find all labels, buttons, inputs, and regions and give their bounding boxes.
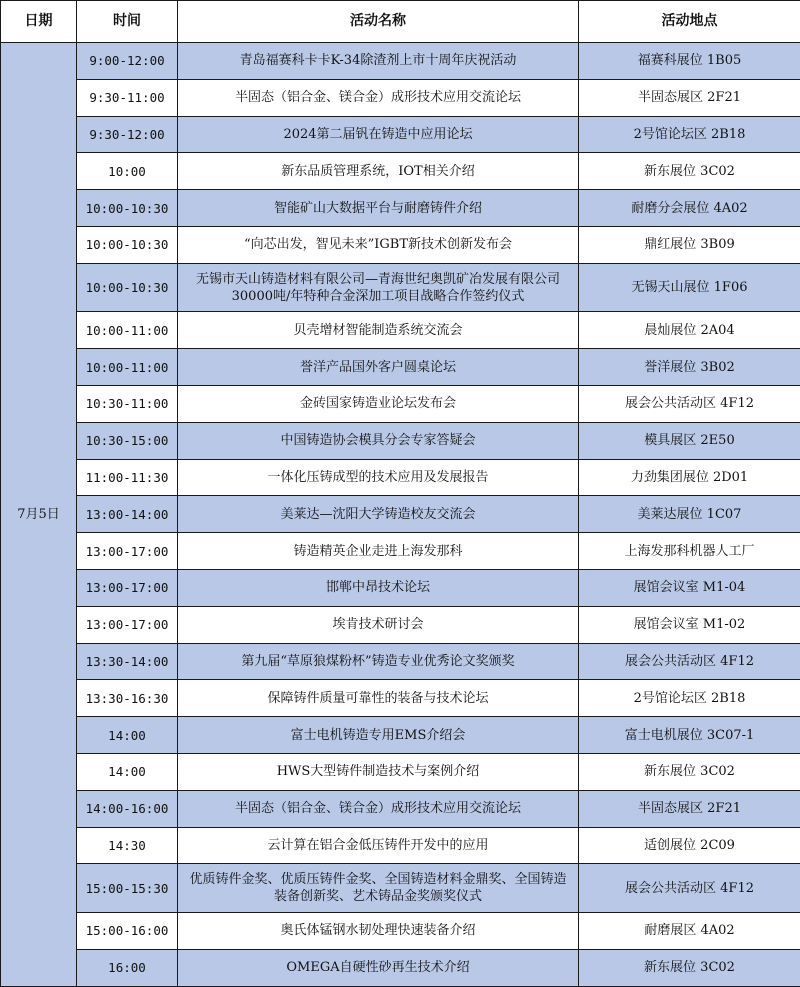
location-cell: 誉洋展位 3B02	[579, 349, 800, 386]
activity-name-cell: 一体化压铸成型的技术应用及发展报告	[178, 459, 579, 496]
time-cell: 11:00-11:30	[77, 459, 178, 496]
location-cell: 富士电机展位 3C07-1	[579, 717, 800, 754]
time-cell: 15:00-15:30	[77, 864, 178, 913]
time-cell: 10:00-11:00	[77, 312, 178, 349]
time-cell: 13:00-17:00	[77, 606, 178, 643]
location-cell: 模具展区 2E50	[579, 422, 800, 459]
location-cell: 鼎红展位 3B09	[579, 226, 800, 263]
activity-name-cell: 富士电机铸造专用EMS介绍会	[178, 717, 579, 754]
time-cell: 13:30-14:00	[77, 643, 178, 680]
time-cell: 13:00-14:00	[77, 496, 178, 533]
table-row	[1, 422, 800, 459]
location-cell: 展会公共活动区 4F12	[579, 385, 800, 422]
activity-name-cell: 智能矿山大数据平台与耐磨铸件介绍	[178, 190, 579, 227]
table-row	[1, 79, 800, 116]
activity-name-cell: 中国铸造协会模具分会专家答疑会	[178, 422, 579, 459]
time-cell: 10:00-10:30	[77, 263, 178, 312]
header-time: 时间	[77, 1, 178, 43]
activity-name-cell: “向芯出发，智见未来”IGBT新技术创新发布会	[178, 226, 579, 263]
table-row	[1, 459, 800, 496]
table-row	[1, 912, 800, 949]
location-cell: 耐磨展区 4A02	[579, 912, 800, 949]
header-name: 活动名称	[178, 1, 579, 43]
schedule-body	[1, 43, 800, 987]
time-cell: 10:00	[77, 153, 178, 190]
activity-name-cell: 2024第二届钒在铸造中应用论坛	[178, 116, 579, 153]
activity-name-cell: OMEGA自硬性砂再生技术介绍	[178, 949, 579, 986]
location-cell: 上海发那科机器人工厂	[579, 533, 800, 570]
time-cell: 9:00-12:00	[77, 43, 178, 80]
location-cell: 耐磨分会展位 4A02	[579, 190, 800, 227]
location-cell: 新东展位 3C02	[579, 949, 800, 986]
table-row	[1, 643, 800, 680]
table-row	[1, 263, 800, 312]
activity-name-cell: 第九届“草原狼煤粉杯”铸造专业优秀论文奖颁奖	[178, 643, 579, 680]
location-cell: 半固态展区 2F21	[579, 790, 800, 827]
activity-name-cell: 半固态（铝合金、镁合金）成形技术应用交流论坛	[178, 790, 579, 827]
time-cell: 10:00-11:00	[77, 349, 178, 386]
time-cell: 9:30-11:00	[77, 79, 178, 116]
activity-name-cell: 美莱达—沈阳大学铸造校友交流会	[178, 496, 579, 533]
table-row	[1, 496, 800, 533]
activity-name-cell: 贝壳增材智能制造系统交流会	[178, 312, 579, 349]
activity-name-cell: 优质铸件金奖、优质压铸件金奖、全国铸造材料金鼎奖、全国铸造装备创新奖、艺术铸品金奖颁奖仪式	[178, 864, 579, 913]
location-cell: 美莱达展位 1C07	[579, 496, 800, 533]
table-row	[1, 226, 800, 263]
time-cell: 10:00-10:30	[77, 226, 178, 263]
time-cell: 14:00-16:00	[77, 790, 178, 827]
time-cell: 15:00-16:00	[77, 912, 178, 949]
activity-name-cell: 新东品质管理系统，IOT相关介绍	[178, 153, 579, 190]
table-row	[1, 753, 800, 790]
table-row	[1, 153, 800, 190]
table-row	[1, 116, 800, 153]
time-cell: 14:30	[77, 827, 178, 864]
activity-name-cell: 青岛福赛科卡卡K-34除渣剂上市十周年庆祝活动	[178, 43, 579, 80]
location-cell: 展馆会议室 M1-04	[579, 569, 800, 606]
activity-name-cell: 邯郸中昂技术论坛	[178, 569, 579, 606]
table-row	[1, 864, 800, 913]
location-cell: 福赛科展位 1B05	[579, 43, 800, 80]
table-row	[1, 569, 800, 606]
time-cell: 13:30-16:30	[77, 680, 178, 717]
activity-name-cell: 埃肯技术研讨会	[178, 606, 579, 643]
location-cell: 展馆会议室 M1-02	[579, 606, 800, 643]
date-cell: 7月5日	[1, 43, 77, 987]
activity-name-cell: 保障铸件质量可靠性的装备与技术论坛	[178, 680, 579, 717]
activity-name-cell: 奥氏体锰钢水韧处理快速装备介绍	[178, 912, 579, 949]
time-cell: 16:00	[77, 949, 178, 986]
header-date: 日期	[1, 1, 77, 43]
time-cell: 13:00-17:00	[77, 569, 178, 606]
activity-name-cell: 半固态（铝合金、镁合金）成形技术应用交流论坛	[178, 79, 579, 116]
location-cell: 晨灿展位 2A04	[579, 312, 800, 349]
table-row	[1, 385, 800, 422]
location-cell: 2号馆论坛区 2B18	[579, 116, 800, 153]
time-cell: 14:00	[77, 717, 178, 754]
activity-name-cell: 云计算在铝合金低压铸件开发中的应用	[178, 827, 579, 864]
location-cell: 展会公共活动区 4F12	[579, 643, 800, 680]
location-cell: 新东展位 3C02	[579, 153, 800, 190]
header-location: 活动地点	[579, 1, 800, 43]
table-row	[1, 680, 800, 717]
time-cell: 10:30-11:00	[77, 385, 178, 422]
table-row	[1, 606, 800, 643]
activity-name-cell: 金砖国家铸造业论坛发布会	[178, 385, 579, 422]
table-row	[1, 717, 800, 754]
time-cell: 10:00-10:30	[77, 190, 178, 227]
location-cell: 2号馆论坛区 2B18	[579, 680, 800, 717]
table-row	[1, 190, 800, 227]
time-cell: 10:30-15:00	[77, 422, 178, 459]
time-cell: 13:00-17:00	[77, 533, 178, 570]
activity-name-cell: 铸造精英企业走进上海发那科	[178, 533, 579, 570]
table-row	[1, 790, 800, 827]
location-cell: 半固态展区 2F21	[579, 79, 800, 116]
table-row	[1, 949, 800, 986]
table-row	[1, 827, 800, 864]
location-cell: 展会公共活动区 4F12	[579, 864, 800, 913]
time-cell: 9:30-12:00	[77, 116, 178, 153]
activity-name-cell: 无锡市天山铸造材料有限公司—青海世纪奥凯矿冶发展有限公司30000吨/年特种合金深加工项目战略合作签约仪式	[178, 263, 579, 312]
table-row	[1, 349, 800, 386]
location-cell: 无锡天山展位 1F06	[579, 263, 800, 312]
location-cell: 力劲集团展位 2D01	[579, 459, 800, 496]
location-cell: 适创展位 2C09	[579, 827, 800, 864]
activity-name-cell: HWS大型铸件制造技术与案例介绍	[178, 753, 579, 790]
table-row	[1, 312, 800, 349]
activity-name-cell: 誉洋产品国外客户圆桌论坛	[178, 349, 579, 386]
table-row	[1, 533, 800, 570]
header-row	[1, 1, 800, 43]
location-cell: 新东展位 3C02	[579, 753, 800, 790]
time-cell: 14:00	[77, 753, 178, 790]
table-row	[1, 43, 800, 80]
